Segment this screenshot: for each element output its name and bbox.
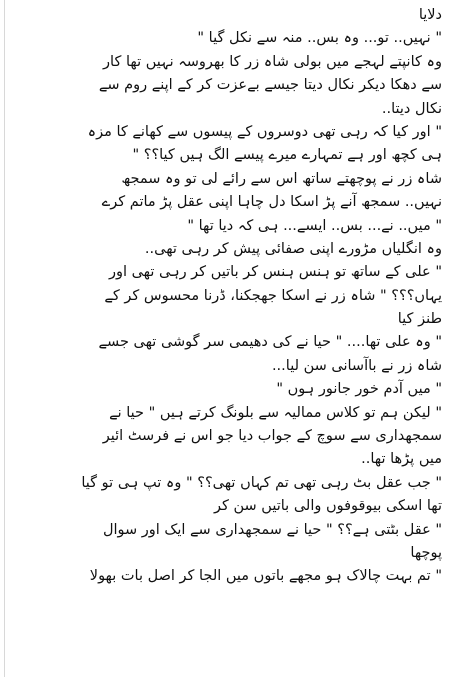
text-line: وہ کانپتے لہجے میں بولی شاہ زر کا بھروسہ نہیں تھا کار — [103, 53, 442, 70]
text-line: " وہ علی تھا.... " حیا نے کی دھیمی سر گوشی تھی جسے — [98, 334, 442, 351]
text-line: " تم بہت چالاک ہو مجھے باتوں میں الجا کر اصل بات بھولا — [89, 568, 442, 585]
text-line: " میں آدم خور جانور ہوں " — [276, 381, 442, 398]
text-line: پوچھا — [410, 544, 442, 561]
text-line: نہیں.. سمجھ آنے پڑ اسکا دل چاہا اپنی عقل پڑ ماتم کرے — [101, 194, 442, 211]
text-line: دلایا — [418, 7, 442, 23]
text-line: تھا اسکی بیوقوفوں والی باتیں سن کر — [214, 498, 442, 515]
text-line: وہ انگلیاں مڑورے اپنی صفائی پیش کر رہی تھی.. — [144, 240, 442, 257]
text-line: شاہ زر نے باآسانی سن لیا... — [271, 357, 442, 374]
text-line: " لیکن ہم تو کلاس ممالیہ سے بلونگ کرتے ہیں " حیا نے — [109, 404, 442, 421]
text-line: سمجھداری سے سوچ کے جواب دیا جو اس نے فرسٹ ائیر — [102, 428, 442, 445]
text-line: سے دھکا دیکر نکال دیتا جیسے بےعزت کر کے اپنے روم سے — [98, 77, 442, 94]
text-line: " عقل بٹتی ہے؟؟ " حیا نے سمجھداری سے ایک اور سوال — [102, 521, 442, 538]
text-line: میں پڑھا تھا.. — [361, 451, 442, 468]
text-line: نکال دیتا.. — [381, 100, 442, 117]
text-line: یہاں؟؟؟ " شاہ زر نے اسکا جھجکنا، ڈرنا محسوس کر کے — [104, 287, 442, 304]
text-line: ہی کچھ اور ہے تمہارے میرے پیسے الگ ہیں کیا؟؟ " — [132, 147, 442, 164]
text-line: " اور کیا کہ رہی تھی دوسروں کے پیسوں سے کھانے کا مزہ — [87, 123, 442, 140]
text-line: شاہ زر نے پوچھتے ساتھ اس سے رائے لی تو وہ سمجھ — [121, 170, 442, 187]
text-line: " جب عقل بٹ رہی تھی تم کہاں تھی؟؟ " وہ تپ ہی تو گیا — [81, 474, 442, 491]
text-line: " نہیں.. تو... وہ بس.. منہ سے نکل گیا " — [197, 30, 442, 47]
page-edge-divider — [4, 0, 5, 677]
text-line: طنز کیا — [397, 311, 442, 328]
text-line: " میں.. نے... بس.. ایسے... ہی کہ دیا تھا " — [187, 217, 442, 234]
urdu-text-block — [8, 4, 442, 589]
text-line: " علی کے ساتھ تو ہنس ہنس کر باتیں کر رہی تھی اور — [108, 264, 442, 281]
